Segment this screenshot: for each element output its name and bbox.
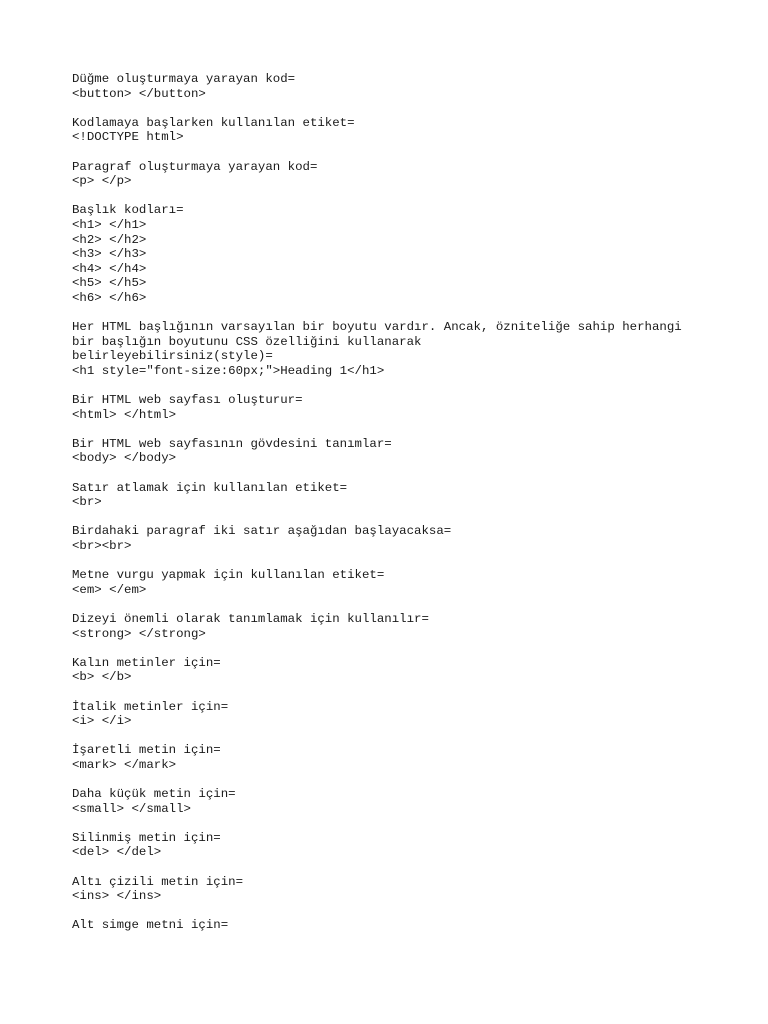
note-double-br — [72, 524, 752, 553]
code-line: <body> </body> — [72, 451, 177, 466]
note-text: bir başlığın boyutunu CSS özelliğini kullanarak — [72, 334, 422, 349]
code-line: <mark> </mark> — [72, 757, 177, 772]
code-line: <h1 style="font-size:60px;">Heading 1</h1> — [72, 363, 385, 378]
note-title: Metne vurgu yapmak için kullanılan etiket= — [72, 568, 385, 583]
note-paragraph — [72, 160, 752, 189]
note-title: Altı çizili metin için= — [72, 874, 244, 889]
code-line: <h6> </h6> — [72, 290, 147, 305]
note-strong — [72, 612, 752, 641]
code-line: <strong> </strong> — [72, 626, 206, 641]
note-html — [72, 393, 752, 422]
note-headings — [72, 203, 752, 305]
code-line: <b> </b> — [72, 670, 132, 685]
code-line: <!DOCTYPE html> — [72, 130, 184, 145]
note-button — [72, 72, 752, 101]
document-page — [72, 72, 752, 948]
note-bold — [72, 656, 752, 685]
code-line: <br><br> — [72, 539, 132, 553]
note-title: Birdahaki paragraf iki satır aşağıdan başlayacaksa= — [72, 524, 452, 539]
note-title: Kalın metinler için= — [72, 655, 221, 670]
note-text: Her HTML başlığının varsayılan bir boyutu vardır. Ancak, özniteliğe sahip herhangi — [72, 320, 682, 335]
code-line: <i> </i> — [72, 714, 132, 729]
code-line: <del> </del> — [72, 845, 162, 860]
code-line: <h5> </h5> — [72, 276, 147, 291]
code-line: <html> </html> — [72, 407, 177, 422]
code-line: <em> </em> — [72, 582, 147, 597]
note-title: Alt simge metni için= — [72, 918, 229, 933]
note-title: Bir HTML web sayfasının gövdesini tanımlar= — [72, 436, 392, 451]
code-line: <h1> </h1> — [72, 217, 147, 232]
note-title: İşaretli metin için= — [72, 743, 221, 758]
note-title: Silinmiş metin için= — [72, 830, 221, 845]
code-line: <h3> </h3> — [72, 247, 147, 262]
note-del — [72, 831, 752, 860]
code-line: <h2> </h2> — [72, 232, 147, 247]
note-title: Daha küçük metin için= — [72, 787, 236, 802]
note-text: belirleyebilirsiniz(style)= — [72, 349, 273, 364]
note-title: Dizeyi önemli olarak tanımlamak için kullanılır= — [72, 611, 429, 626]
code-line: <br> — [72, 495, 102, 510]
note-mark — [72, 743, 752, 772]
note-title: Bir HTML web sayfası oluşturur= — [72, 393, 303, 408]
note-sub — [72, 918, 752, 933]
note-br — [72, 481, 752, 510]
note-title: Başlık kodları= — [72, 203, 184, 218]
note-body — [72, 437, 752, 466]
code-line: <small> </small> — [72, 801, 191, 816]
code-line: <button> </button> — [72, 86, 206, 101]
note-title: Paragraf oluşturmaya yarayan kod= — [72, 159, 318, 174]
code-line: <ins> </ins> — [72, 889, 162, 904]
code-line: <p> </p> — [72, 174, 132, 189]
note-ins — [72, 875, 752, 904]
note-doctype — [72, 116, 752, 145]
note-title: İtalik metinler için= — [72, 699, 229, 714]
code-line: <h4> </h4> — [72, 261, 147, 276]
note-title: Satır atlamak için kullanılan etiket= — [72, 480, 348, 495]
note-title: Düğme oluşturmaya yarayan kod= — [72, 72, 296, 86]
note-heading-size — [72, 320, 752, 378]
note-title: Kodlamaya başlarken kullanılan etiket= — [72, 115, 355, 130]
note-small — [72, 787, 752, 816]
note-em — [72, 568, 752, 597]
note-italic — [72, 700, 752, 729]
